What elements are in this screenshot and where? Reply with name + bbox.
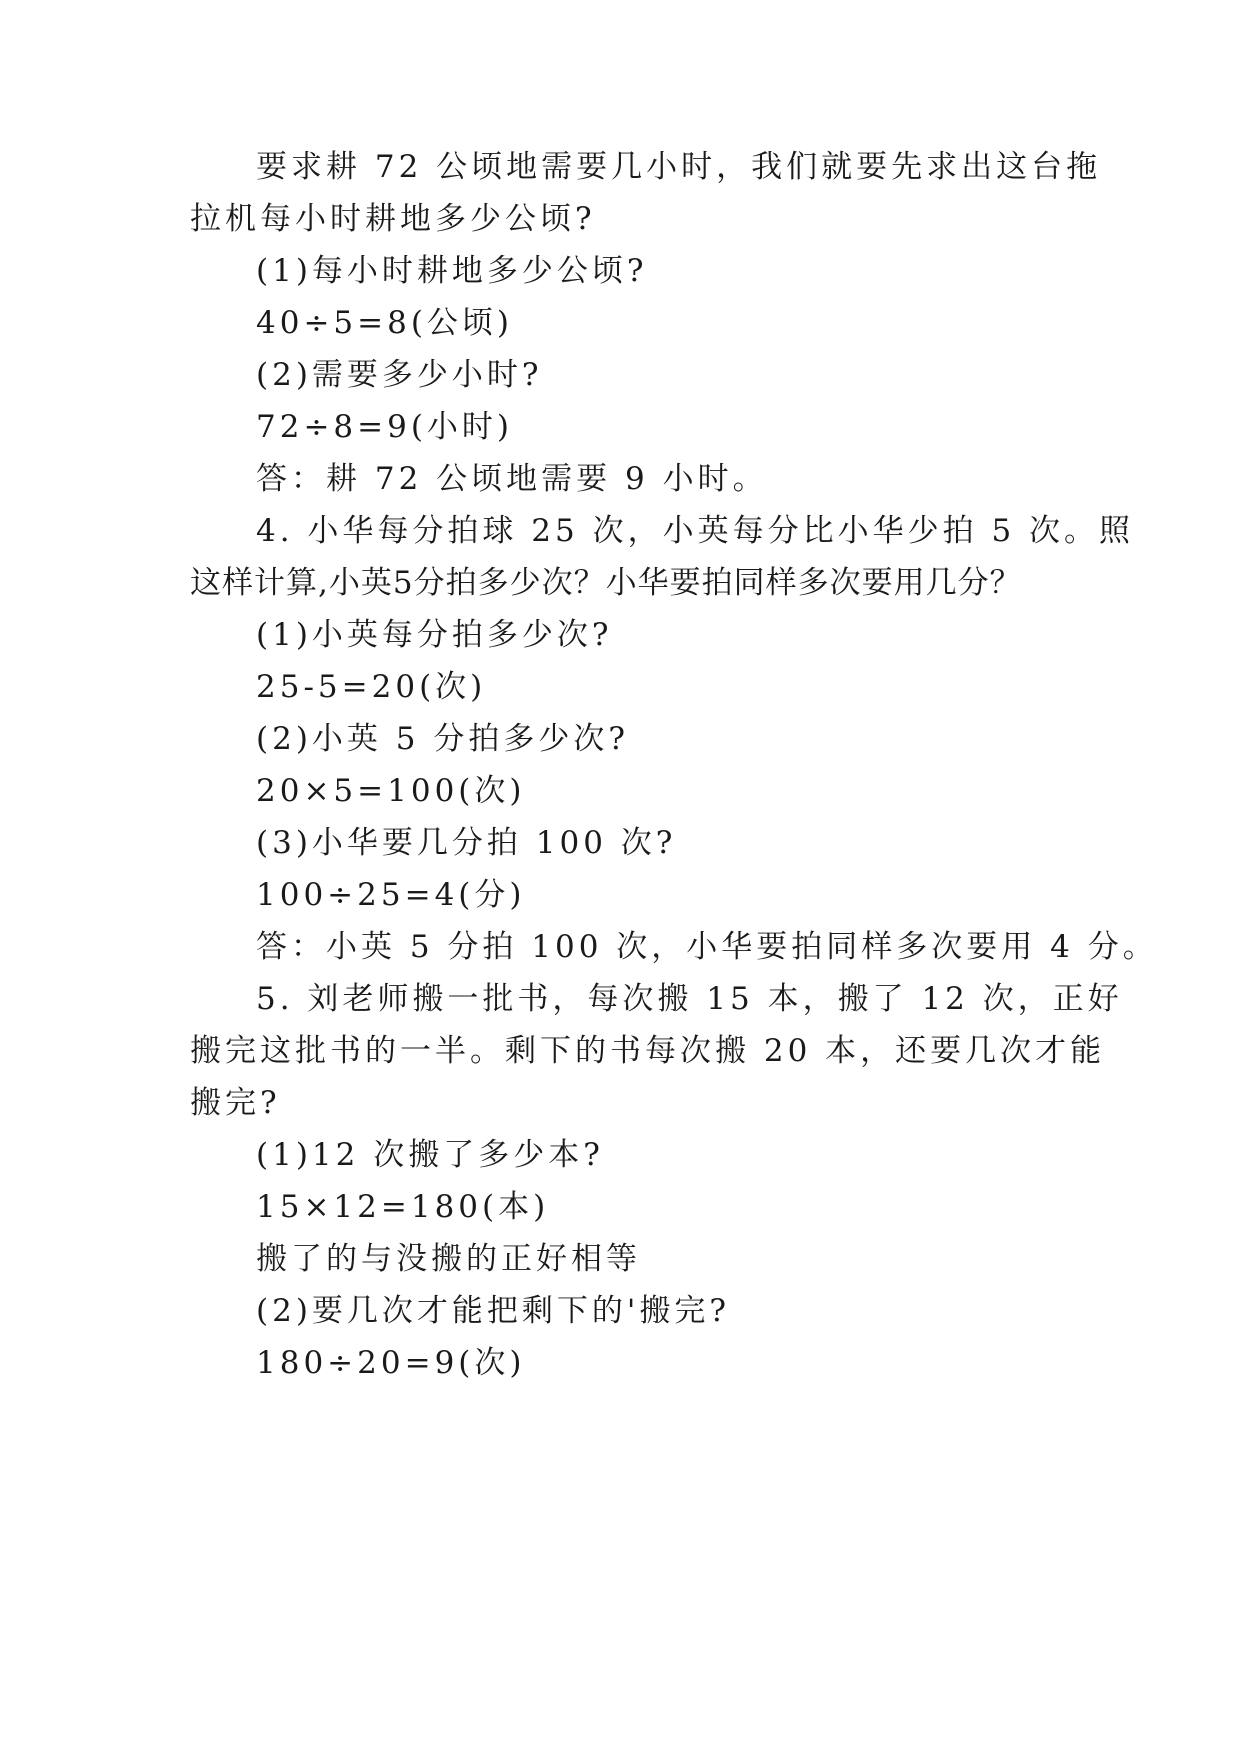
question-line: (1)每小时耕地多少公顷? [256, 253, 648, 289]
paragraph-line: 拉机每小时耕地多少公顷? [190, 201, 596, 237]
note-line: 搬了的与没搬的正好相等 [256, 1241, 641, 1277]
problem-line: 5. 刘老师搬一批书，每次搬 15 本，搬了 12 次，正好 [256, 981, 1123, 1017]
equation-line: 15×12=180(本) [256, 1189, 550, 1225]
equation-line: 40÷5=8(公顷) [256, 305, 514, 341]
equation-line: 20×5=100(次) [256, 773, 526, 809]
question-line: (1)小英每分拍多少次? [256, 617, 613, 653]
problem-line: 4. 小华每分拍球 25 次，小英每分比小华少拍 5 次。照 [256, 513, 1135, 549]
answer-line: 答：小英 5 分拍 100 次，小华要拍同样多次要用 4 分。 [256, 929, 1158, 965]
question-line: (2)要几次才能把剩下的'搬完? [256, 1293, 731, 1329]
equation-line: 180÷20=9(次) [256, 1345, 526, 1381]
answer-line: 答：耕 72 公顷地需要 9 小时。 [256, 461, 768, 497]
equation-line: 100÷25=4(分) [256, 877, 526, 913]
equation-line: 72÷8=9(小时) [256, 409, 514, 445]
equation-line: 25-5=20(次) [256, 669, 487, 705]
question-line: (1)12 次搬了多少本? [256, 1137, 604, 1173]
problem-line: 搬完? [190, 1085, 281, 1121]
problem-line: 搬完这批书的一半。剩下的书每次搬 20 本，还要几次才能 [190, 1033, 1106, 1069]
question-line: (2)小英 5 分拍多少次? [256, 721, 629, 757]
question-line: (3)小华要几分拍 100 次? [256, 825, 677, 861]
paragraph-line: 要求耕 72 公顷地需要几小时，我们就要先求出这台拖 [256, 149, 1102, 185]
question-line: (2)需要多少小时? [256, 357, 543, 393]
problem-line: 这样计算,小英5分拍多少次？小华要拍同样多次要用几分？ [190, 565, 1022, 601]
